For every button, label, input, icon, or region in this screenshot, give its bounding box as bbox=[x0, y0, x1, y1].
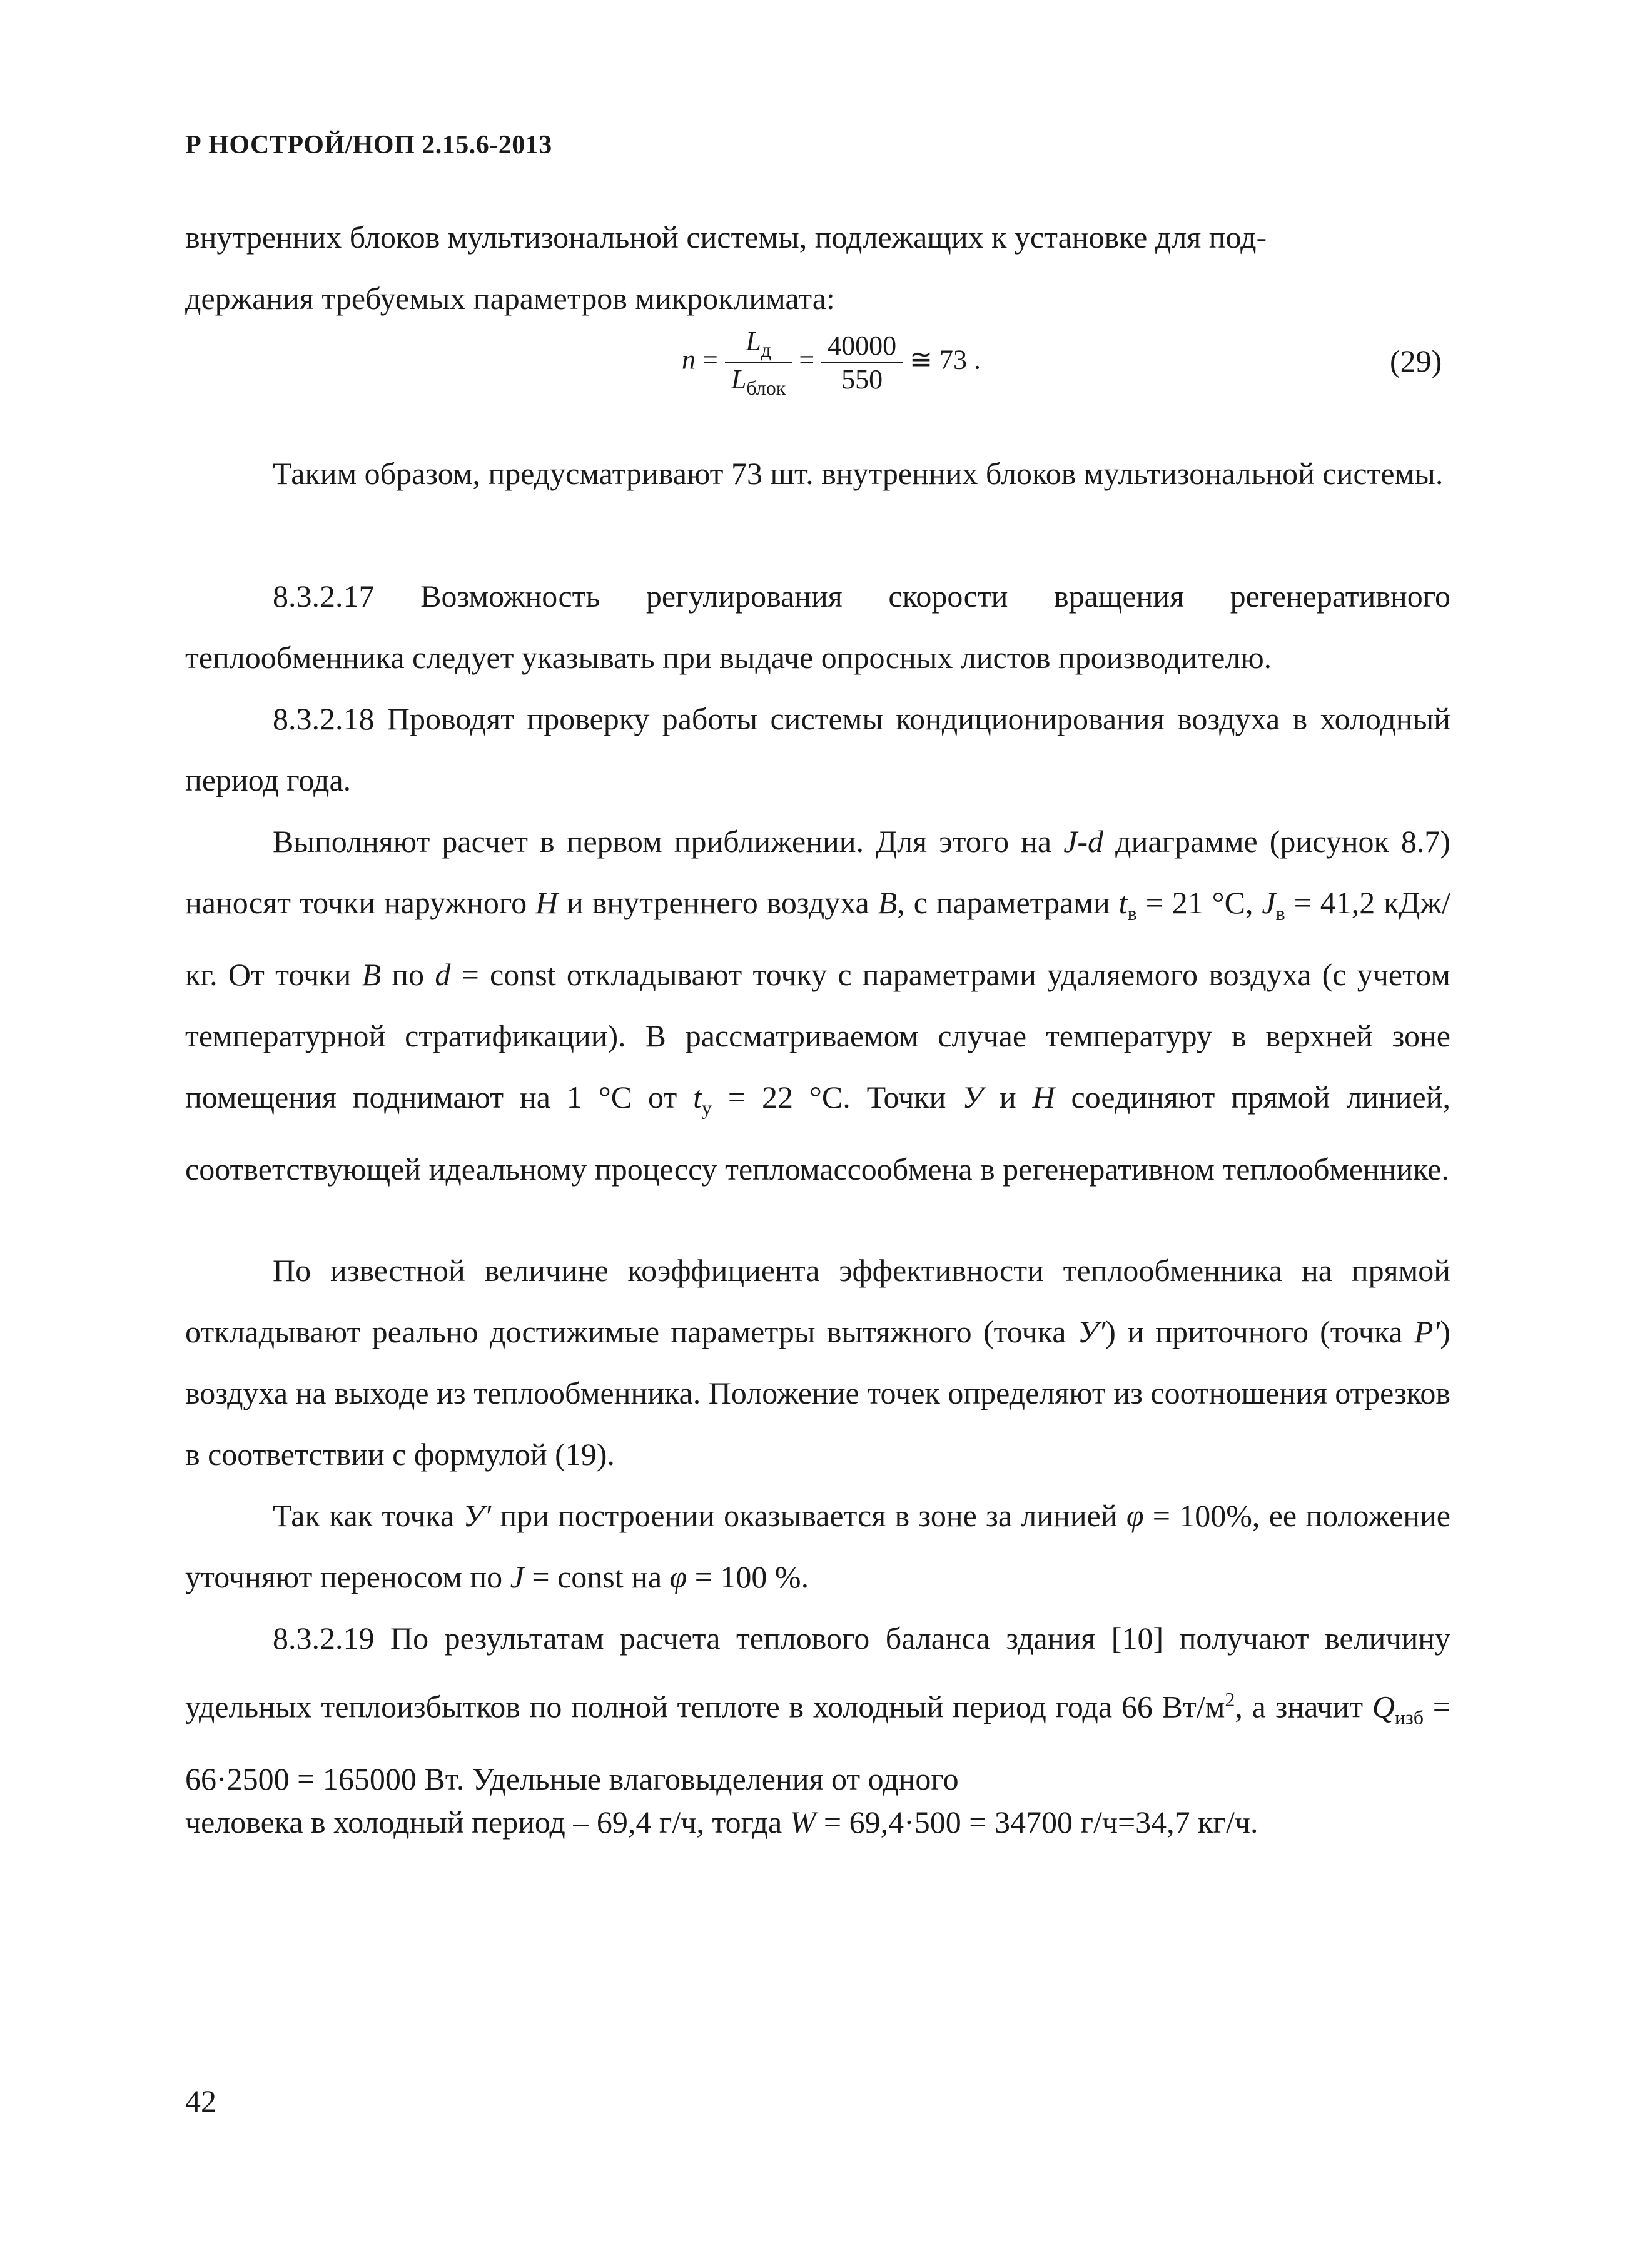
paragraph-line: внутренних блоков мультизональной системы, подлежащих к установке для под- bbox=[185, 220, 1267, 255]
formula-fraction-1 bbox=[725, 325, 792, 400]
paragraph-efficiency: По известной величине коэффициента эффективности теплообменника на прямой откладывают реально достижимые параметры вытяжного (точка У′) и приточного (точка Р′) воздуха на выходе из теплообменника. Положение точек определяют из соотношения отрезков в соответствии с формулой (19). bbox=[185, 1253, 1451, 1472]
formula-number: (29) bbox=[1390, 343, 1442, 378]
formula-numerator: 40000 bbox=[821, 330, 903, 363]
paragraph-8-3-2-18: 8.3.2.18 Проводят проверку работы системы кондиционирования воздуха в холодный период года. bbox=[185, 701, 1450, 797]
paragraph-correction: Так как точка У′ при построении оказывается в зоне за линией φ = 100%, ее положение уточняют переносом по J = const на φ = 100 %. bbox=[185, 1498, 1450, 1594]
formula-result: ≅ 73 . bbox=[909, 344, 981, 375]
paragraph-continuation bbox=[185, 206, 1450, 329]
formula-fraction-2 bbox=[821, 330, 903, 395]
paragraph-calculation: Выполняют расчет в первом приближении. Для этого на J-d диаграмме (рисунок 8.7) наносят точки наружного Н и внутреннего воздуха В, с параметрами $t_в = 21$ °С, $J_в = 41,2$ кДж/кг. От точки В по d = const откладывают точку с параметрами удаляемого воздуха (с учетом температурной стратификации). В рассматриваемом случае температуру в верхней зоне помещения поднимают на 1 °С от $t_у = 22$ °С. Точки У и Н соединяют прямой линией, соответствующей идеальному процессу тепломассообмена в регенеративном теплообменнике. bbox=[185, 824, 1450, 1187]
formula-denominator: 550 bbox=[841, 363, 883, 395]
paragraph-8-3-2-17: 8.3.2.17 Возможность регулирования скорости вращения регенеративного теплообменника следует указывать при выдаче опросных листов производителю. bbox=[185, 579, 1450, 675]
formula-denominator: $L_{блок}$ bbox=[731, 363, 786, 399]
document-header: Р НОСТРОЙ/НОП 2.15.6-2013 bbox=[185, 131, 552, 159]
paragraph: Таким образом, предусматривают 73 шт. внутренних блоков мультизональной системы. bbox=[273, 456, 1444, 491]
paragraph-line: держания требуемых параметров микроклимата: bbox=[185, 281, 835, 316]
formula-29 bbox=[682, 325, 981, 413]
formula-equals: = bbox=[799, 344, 815, 375]
formula-var-n: n bbox=[682, 344, 696, 375]
page-number: 42 bbox=[185, 2083, 216, 2119]
formula-numerator: $L_д$ bbox=[725, 325, 792, 363]
formula-equals: = bbox=[702, 344, 718, 375]
paragraph-last-line: человека в холодный период – 69,4 г/ч, тогда W = 69,4·500 = 34700 г/ч=34,7 кг/ч. bbox=[185, 1805, 1258, 1840]
paragraph-8-3-2-19: 8.3.2.19 По результатам расчета теплового баланса здания [10] получают величину удельных теплоизбытков по полной теплоте в холодный период года 66 $Вт/м^2$, а значит $Q_{изб} = 66\cdot 2500 = 165000$ Вт. Удельные влаговыделения от одного bbox=[185, 1621, 1450, 1796]
